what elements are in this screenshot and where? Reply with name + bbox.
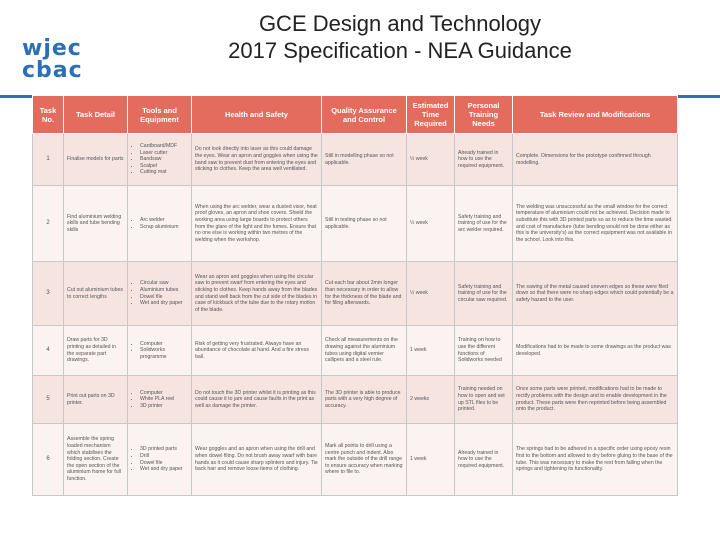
- table-header-row: [33, 96, 678, 134]
- tool-item: • 3D printed parts: [140, 446, 188, 453]
- quality-assurance: The 3D printer is able to produce parts with a very high degree of accuracy.: [322, 376, 407, 424]
- quality-assurance: Cut each bar about 2mm longer than necessary in order to allow for the thickness of the blade and for filing afterwards.: [322, 262, 407, 326]
- task-review: Once some parts were printed, modifications had to be made to rectify problems with the design and to enable development in the product. These parts were then reprinted before being assembled onto the product.: [513, 376, 678, 424]
- health-safety: Risk of getting very frustrated. Always have an abundance of chocolate at hand. And a fire stress ball.: [192, 326, 322, 376]
- tool-item: • Scalpel: [140, 163, 188, 170]
- tool-item: • Arc welder: [140, 217, 188, 224]
- training-needs: Training on how to use the different functions of Solidworks needed: [455, 326, 513, 376]
- task-number: 3: [33, 262, 64, 326]
- tool-item: • Scrap aluminium: [140, 224, 188, 231]
- quality-assurance: Check all measurements on the drawing against the aluminium tubes using digital vernier callipers and a steel rule.: [322, 326, 407, 376]
- tool-item: • Aluminium tubes: [140, 287, 188, 294]
- health-safety: When using the arc welder, wear a dusted visor, heat proof gloves, an apron and shoe covers. Shield the working area using large boards to protect others from the glare of the light and the fumes. Ensure that no one else is working within two metres of the welding when the workshop.: [192, 186, 322, 262]
- table-row: [33, 262, 678, 326]
- tool-item: • 3D printer: [140, 403, 188, 410]
- quality-assurance: Still in testing phase so not applicable.: [322, 186, 407, 262]
- table-row: [33, 376, 678, 424]
- col-header-task-detail: Task Detail: [64, 96, 128, 134]
- task-review: The welding was unsuccessful as the small window for the correct temperature of aluminium could not be achieved. Decision made to substitute this with 3D printed parts so as to reduce the time wasted and cost of manufacture (tube bending would not be done either as this is the university's) as the correct equipment was not available in the school. Look into this.: [513, 186, 678, 262]
- table-row: [33, 134, 678, 186]
- tool-item: • Laser cutter: [140, 150, 188, 157]
- task-detail: Finalise models for parts: [64, 134, 128, 186]
- health-safety: Wear goggles and an apron when using the drill and when dowel filing. Do not brush away swarf with bare hands as it could cause sharp splinters and injury. Tie back hair and remove loose items of clothing.: [192, 424, 322, 496]
- slide-title: [150, 10, 650, 64]
- task-number: 6: [33, 424, 64, 496]
- training-needs: Already trained in how to use the required equipment.: [455, 424, 513, 496]
- training-needs: Already trained in how to use the required equipment.: [455, 134, 513, 186]
- table-row: [33, 186, 678, 262]
- task-detail: Cut out aluminium tubes to correct lengths: [64, 262, 128, 326]
- col-header-tools: Tools and Equipment: [128, 96, 192, 134]
- tool-item: • Wet and dry paper: [140, 300, 188, 307]
- col-header-health-safety: Health and Safety: [192, 96, 322, 134]
- training-needs: Training needed on how to open and set up STL files to be printed.: [455, 376, 513, 424]
- table-row: [33, 326, 678, 376]
- task-detail: Print out parts on 3D printer.: [64, 376, 128, 424]
- col-header-training: Personal Training Needs: [455, 96, 513, 134]
- title-line-1: GCE Design and Technology: [258, 11, 542, 36]
- col-header-quality: Quality Assurance and Control: [322, 96, 407, 134]
- estimated-time: ½ week: [407, 186, 455, 262]
- tool-item: • Dowel file: [140, 294, 188, 301]
- estimated-time: ½ week: [407, 262, 455, 326]
- col-header-task-no: Task No.: [33, 96, 64, 134]
- col-header-time: Estimated Time Required: [407, 96, 455, 134]
- task-review: The sawing of the metal caused uneven edges so these were filed down so that there were no sharp edges which could potentially be a safety hazard to the user.: [513, 262, 678, 326]
- tools-cell: [128, 186, 192, 262]
- tool-item: • Computer: [140, 390, 188, 397]
- quality-assurance: Mark all points to drill using a centre punch and indent. Also mark the outside of the drill range to ensure accuracy when marking where to file to.: [322, 424, 407, 496]
- training-needs: Safety training and training of use for the circular saw required.: [455, 262, 513, 326]
- tool-item: • Cardboard/MDF: [140, 143, 188, 150]
- task-number: 2: [33, 186, 64, 262]
- estimated-time: 2 weeks: [407, 376, 455, 424]
- task-detail: Find aluminium welding skills and tube bending skills: [64, 186, 128, 262]
- logo-line-1: wjec: [22, 36, 82, 61]
- tools-cell: [128, 326, 192, 376]
- tools-cell: [128, 262, 192, 326]
- tool-item: • Drill: [140, 453, 188, 460]
- tools-cell: [128, 424, 192, 496]
- task-review: The springs had to be adhered in a specific order using epoxy resin first to the bottom and allowed to dry before gluing to the base of the tube. This was necessary to make the rest from falling when the springs and tightening its functionality.: [513, 424, 678, 496]
- tool-item: • Computer: [140, 341, 188, 348]
- tool-item: • White PLA reel: [140, 396, 188, 403]
- tool-item: • Solidworks programme: [140, 347, 188, 360]
- task-number: 4: [33, 326, 64, 376]
- task-detail: Draw parts for 3D printing as detailed in the separate part drawings.: [64, 326, 128, 376]
- task-review: Modifications had to be made to some drawings as the product was developed.: [513, 326, 678, 376]
- table-row: [33, 424, 678, 496]
- task-review: Complete. Dimensions for the prototype confirmed through modelling.: [513, 134, 678, 186]
- wjec-cbac-logo: [22, 38, 92, 82]
- tool-item: • Wet and dry paper: [140, 466, 188, 473]
- tool-item: • Cutting mat: [140, 169, 188, 176]
- health-safety: Wear an apron and goggles when using the circular saw to prevent swarf from entering the eyes and sticking to clothes. Keep hands away from the blades and stand well back from the cut side of the blades in case of kickback of the tube due to the rotary motion of the blade.: [192, 262, 322, 326]
- task-number: 1: [33, 134, 64, 186]
- training-needs: Safety training and training of use for the arc welder required.: [455, 186, 513, 262]
- tool-item: • Bandsaw: [140, 156, 188, 163]
- estimated-time: 1 week: [407, 326, 455, 376]
- estimated-time: ½ week: [407, 134, 455, 186]
- gantt-task-table: [32, 95, 678, 496]
- task-detail: Assemble the spring loaded mechanism which stabilises the folding section. Create the open section of the aluminium frame for full function.: [64, 424, 128, 496]
- tools-cell: [128, 376, 192, 424]
- title-line-2: 2017 Specification - NEA Guidance: [228, 38, 572, 63]
- tool-item: • Circular saw: [140, 280, 188, 287]
- tools-cell: [128, 134, 192, 186]
- slide-header: [0, 0, 720, 95]
- tool-item: • Dowel file: [140, 460, 188, 467]
- task-number: 5: [33, 376, 64, 424]
- col-header-review: Task Review and Modifications: [513, 96, 678, 134]
- logo-line-2: cbac: [22, 58, 83, 83]
- health-safety: Do not look directly into laser as this could damage the eyes. Wear an apron and goggles when using the band saw to prevent dust from entering the eyes and sticking to clothes. Keep the area well ventilated.: [192, 134, 322, 186]
- health-safety: Do not touch the 3D printer whilst it is printing as this could cause it to jam and cause faults in the print as well as damage the printer.: [192, 376, 322, 424]
- estimated-time: 1 week: [407, 424, 455, 496]
- quality-assurance: Still in modelling phase so not applicable.: [322, 134, 407, 186]
